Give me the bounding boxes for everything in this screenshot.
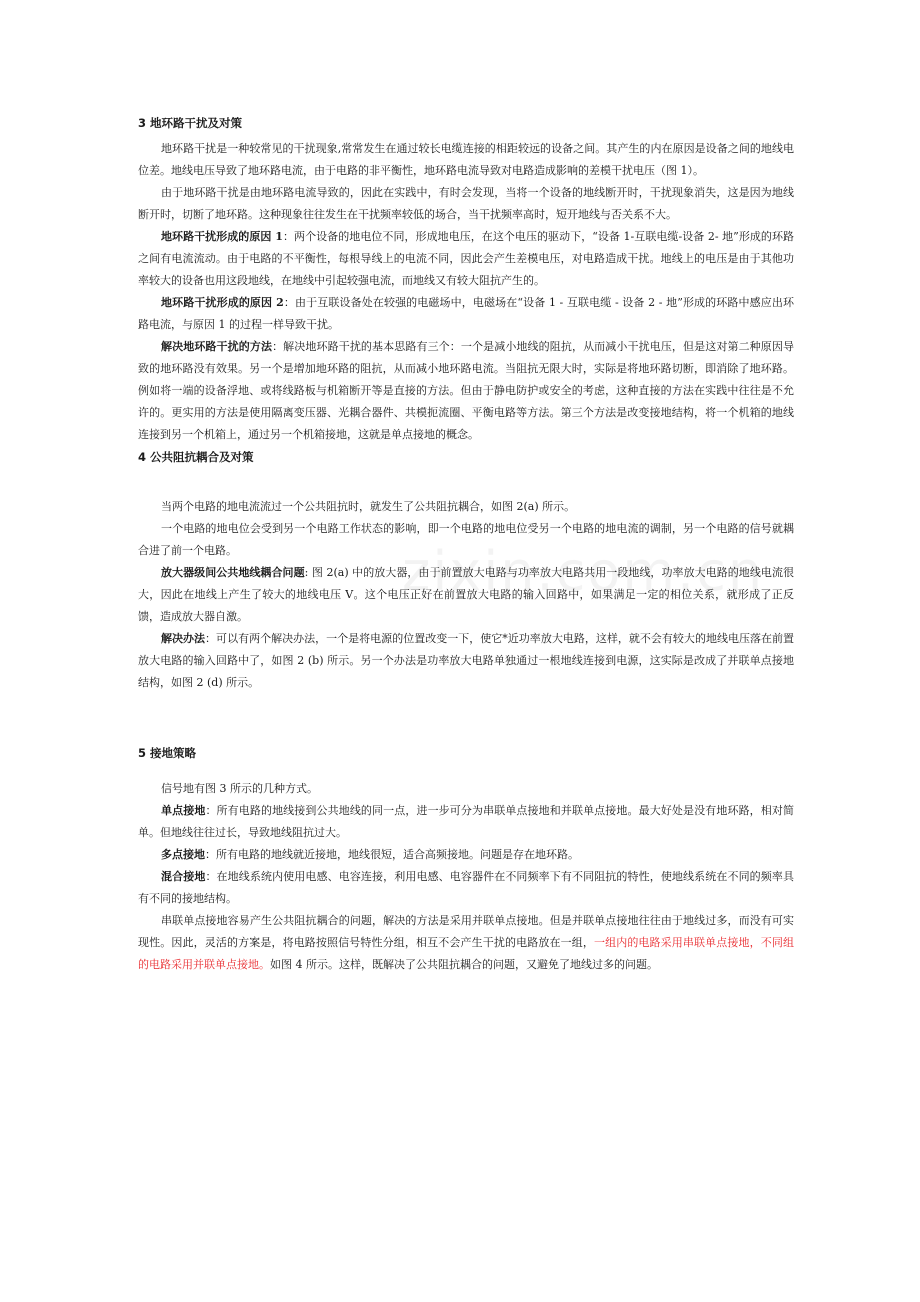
grouping-highlight: 一组内的电路采用串联单点接地，不同组的电路采用并联单点接地。 <box>138 936 795 971</box>
cause-1-lead: 地环路干扰形成的原因 1 <box>161 230 283 243</box>
section-5-paragraph-3 <box>138 844 794 866</box>
grouping-text-b: 如图 4 所示。这样，既解决了公共阻抗耦合的问题，又避免了地线过多的问题。 <box>270 958 658 971</box>
cause-1-text: ：两个设备的地电位不同，形成地电压，在这个电压的驱动下，“设备 1-互联电缆-设备 2- 地”形成的环路之间有电流流动。由于电路的不平衡性，每根导线上的电流不同，因此会产生差模电压，对电路造成干扰。地线上的电压是由于其他功率较大的设备也用这段地线，在地线中引起较强电流，而地线又有较大阻抗产生的。 <box>138 230 794 287</box>
grouping-text-a: 串联单点接地容易产生公共阻抗耦合的问题，解决的方法是采用并联单点接地。但是并联单点接地往往由于地线过多，而没有可实现性。因此，灵活的方案是，将电路按照信号特性分组，相互不会产生干扰的电路放在一组， <box>138 914 794 949</box>
document-page <box>138 112 794 976</box>
section-4-heading: 4 公共阻抗耦合及对策 <box>138 450 254 464</box>
section-3-heading: 3 地环路干扰及对策 <box>138 116 243 130</box>
single-point-text: ：所有电路的地线接到公共地线的同一点，进一步可分为串联单点接地和并联单点接地。最大好处是没有地环路，相对简单。但地线往往过长，导致地线阻抗过大。 <box>138 804 795 839</box>
section-5-paragraph-5 <box>138 910 794 976</box>
section-4-paragraph-4 <box>138 628 794 694</box>
section-5-paragraph-1: 信号地有图 3 所示的几种方式。 <box>161 782 318 795</box>
section-4-paragraph-1: 当两个电路的地电流流过一个公共阻抗时，就发生了公共阻抗耦合，如图 2(a) 所示。 <box>161 500 576 513</box>
solution-text: ：解决地环路干扰的基本思路有三个：一个是减小地线的阻抗，从而减小干扰电压，但是这对第二种原因导致的地环路没有效果。另一个是增加地环路的阻抗，从而减小地环路电流。当阻抗无限大时，实际是将地环路切断，即消除了地环路。例如将一端的设备浮地、或将线路板与机箱断开等是直接的方法。但由于静电防护或安全的考虑，这种直接的方法在实践中往往是不允许的。更实用的方法是使用隔离变压器、光耦合器件、共模扼流圈、平衡电路等方法。第三个方法是改变接地结构，将一个机箱的地线连接到另一个机箱上，通过另一个机箱接地，这就是单点接地的概念。 <box>138 340 795 441</box>
cause-2-text: ：由于互联设备处在较强的电磁场中，电磁场在“设备 1 - 互联电缆 - 设备 2 - 地”形成的环路中感应出环路电流，与原因 1 的过程一样导致干扰。 <box>138 296 794 331</box>
section-4-paragraph-2: 一个电路的地电位会受到另一个电路工作状态的影响，即一个电路的地电位受另一个电路的地电流的调制，另一个电路的信号就耦合进了前一个电路。 <box>138 522 794 557</box>
section-3-paragraph-5 <box>138 336 794 446</box>
multi-point-lead: 多点接地 <box>161 848 205 861</box>
single-point-lead: 单点接地 <box>161 804 206 817</box>
section-3-paragraph-4 <box>138 292 794 336</box>
section-3-paragraph-2: 由于地环路干扰是由地环路电流导致的，因此在实践中，有时会发现，当将一个设备的地线断开时，干扰现象消失，这是因为地线断开时，切断了地环路。这种现象往往发生在干扰频率较低的场合，当干扰频率高时，短开地线与否关系不大。 <box>138 186 794 221</box>
solution-lead: 解决地环路干扰的方法 <box>161 340 273 353</box>
section-5-paragraph-2 <box>138 800 794 844</box>
cause-2-lead: 地环路干扰形成的原因 2 <box>161 296 284 309</box>
section-5-paragraph-4 <box>138 866 794 910</box>
multi-point-text: ：所有电路的地线就近接地，地线很短，适合高频接地。问题是存在地环路。 <box>205 848 579 861</box>
amplifier-coupling-text: : 图 2(a) 中的放大器，由于前置放大电路与功率放大电路共用一段地线，功率放大电路的地线电流很大，因此在地线上产生了较大的地线电压 V。这个电压正好在前置放大电路的输入回路中，如果满足一定的相位关系，就形成了正反馈，造成放大器自激。 <box>138 566 794 623</box>
fix-lead: 解决办法 <box>161 632 206 645</box>
section-5-heading: 5 接地策略 <box>138 746 197 760</box>
hybrid-lead: 混合接地 <box>161 870 206 883</box>
section-4-paragraph-3 <box>138 562 794 628</box>
section-3-paragraph-1: 地环路干扰是一种较常见的干扰现象,常常发生在通过较长电缆连接的相距较远的设备之间。其产生的内在原因是设备之间的地线电位差。地线电压导致了地环路电流，由于电路的非平衡性，地环路电流导致对电路造成影响的差模干扰电压（图 1）。 <box>138 142 794 177</box>
hybrid-text: ：在地线系统内使用电感、电容连接，利用电感、电容器件在不同频率下有不同阻抗的特性，使地线系统在不同的频率具有不同的接地结构。 <box>138 870 795 905</box>
amplifier-coupling-lead: 放大器级间公共地线耦合问题 <box>161 566 305 579</box>
section-3-paragraph-3 <box>138 226 794 292</box>
fix-text: ：可以有两个解决办法，一个是将电源的位置改变一下，使它*近功率放大电路，这样，就不会有较大的地线电压落在前置放大电路的输入回路中了，如图 2 (b) 所示。另一个办法是功率放大电路单独通过一根地线连接到电源，这实际是改成了并联单点接地结构，如图 2 (d) 所示。 <box>138 632 795 689</box>
